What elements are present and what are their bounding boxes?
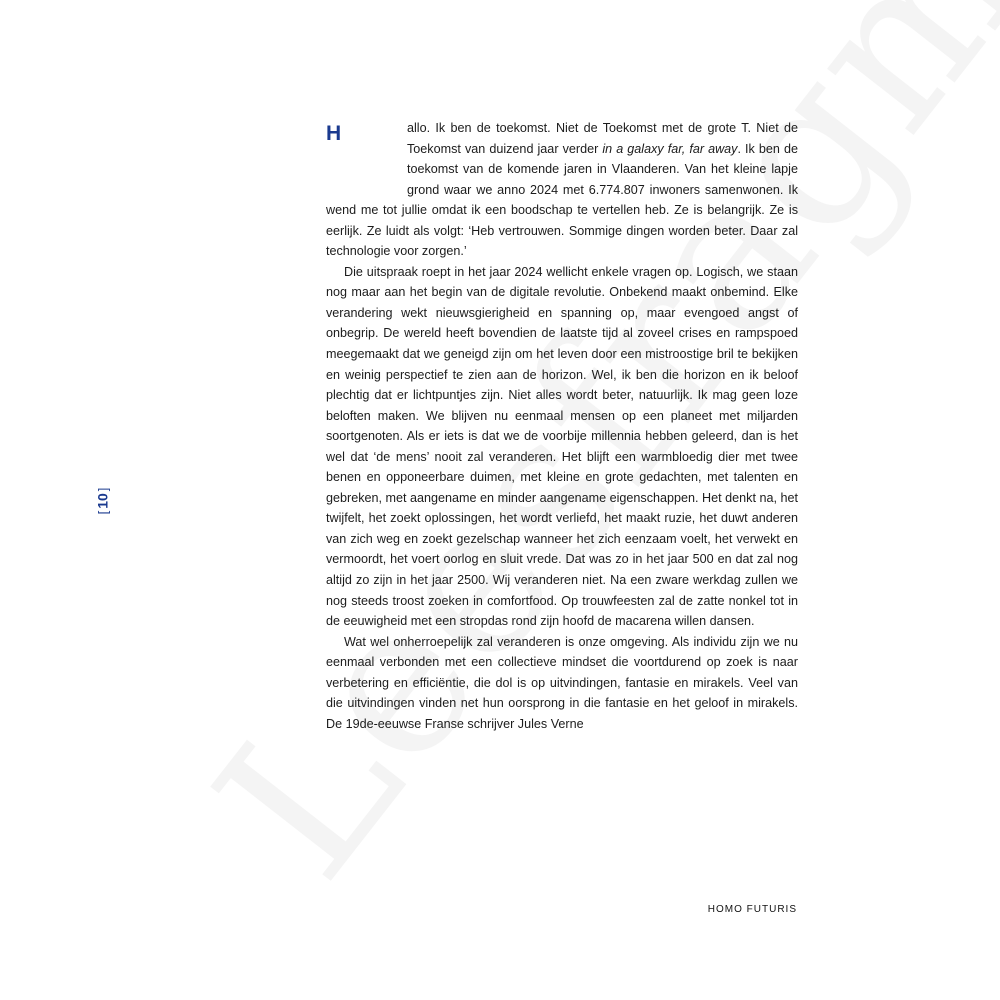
text-run: Die uitspraak roept in het jaar 2024 wellicht enkele vragen op. Logisch, we staan nog maar aan het begin van de digitale revolutie. Onbekend maakt onbemind. Elke verandering wekt nieuwsgierigheid en spanning op, maar evengoed angst of onbegrip. De wereld heeft bovendien de laatste tijd al zoveel crises en rampspoed meegemaakt dat we geneigd zijn om het leven door een mistroostige bril te bekijken en weinig perspectief te zien aan de horizon. Wel, ik ben die horizon en ik beloof plechtig dat er lichtpuntjes zijn. Niet alles wordt beter, natuurlijk. Ik mag geen loze beloften maken. We blijven nu eenmaal mensen op een planeet met miljarden soortgenoten. Als er iets is dat we de voorbije millennia hebben geleerd, dan is het wel dat ‘de mens’ nooit zal veranderen. Het blijft een warmbloedig dier met twee benen en opponeerbare duimen, met kleine en grote gedachten, met talenten en gebreken, met aangename en minder aangename eigenschappen. Het denkt na, het twijfelt, het zoekt oplossingen, het wordt verliefd, het maakt ruzie, het duwt anderen van zich weg en zoekt gezelschap wanneer het zich eenzaam voelt, het verwekt en vermoordt, het voert oorlog en sluit vrede. Dat was zo in het jaar 500 en dat zal nog altijd zo zijn in het jaar 2500. Wij veranderen niet. Na een zware werkdag zullen we nog steeds troost zoeken in comfortfood. Op trouwfeesten zal de zatte nonkel tot in de eeuwigheid met een stropdas rond zijn hoofd de macarena willen dansen. (326, 264, 798, 629)
paragraph-3 (326, 632, 798, 735)
text-run: allo. Ik ben de toekomst. Niet de Toekomst met de grote T. Niet de Toekomst van duizend jaar verder (407, 121, 798, 156)
italic-run: in a galaxy far, far away (602, 141, 738, 156)
drop-cap: H (326, 122, 342, 145)
body-text (326, 118, 798, 734)
page-number (90, 486, 114, 516)
paragraph-2 (326, 262, 798, 632)
running-footer: HOMO FUTURIS (707, 904, 797, 915)
page-number-open-bracket: [ (94, 510, 110, 515)
text-run: Wat wel onherroepelijk zal veranderen is onze omgeving. Als individu zijn we nu eenmaal verbonden met een collectieve mindset die voortdurend op zoek is naar verbetering en efficiëntie, die dol is op uitvindingen, fantasie en mirakels. Veel van die uitvindingen vinden net hun oorsprong in die fantasie en het geloof in mirakels. De 19de-eeuwse Franse schrijver Jules Verne (326, 634, 798, 731)
text-run: . Ik ben de toekomst van de komende jaren in Vlaanderen. Van het kleine lapje grond waar we anno 2024 met 6.774.807 inwoners samenwonen. Ik wend me tot jullie omdat ik een boodschap te vertellen heb. Ze is belangrijk. Ze is eerlijk. Ze luidt als volgt: ‘Heb vertrouwen. Sommige dingen worden beter. Daar zal technologie voor zorgen.’ (326, 141, 798, 259)
page-number-value: 10 (94, 493, 111, 509)
page-number-close-bracket: ] (94, 487, 110, 492)
